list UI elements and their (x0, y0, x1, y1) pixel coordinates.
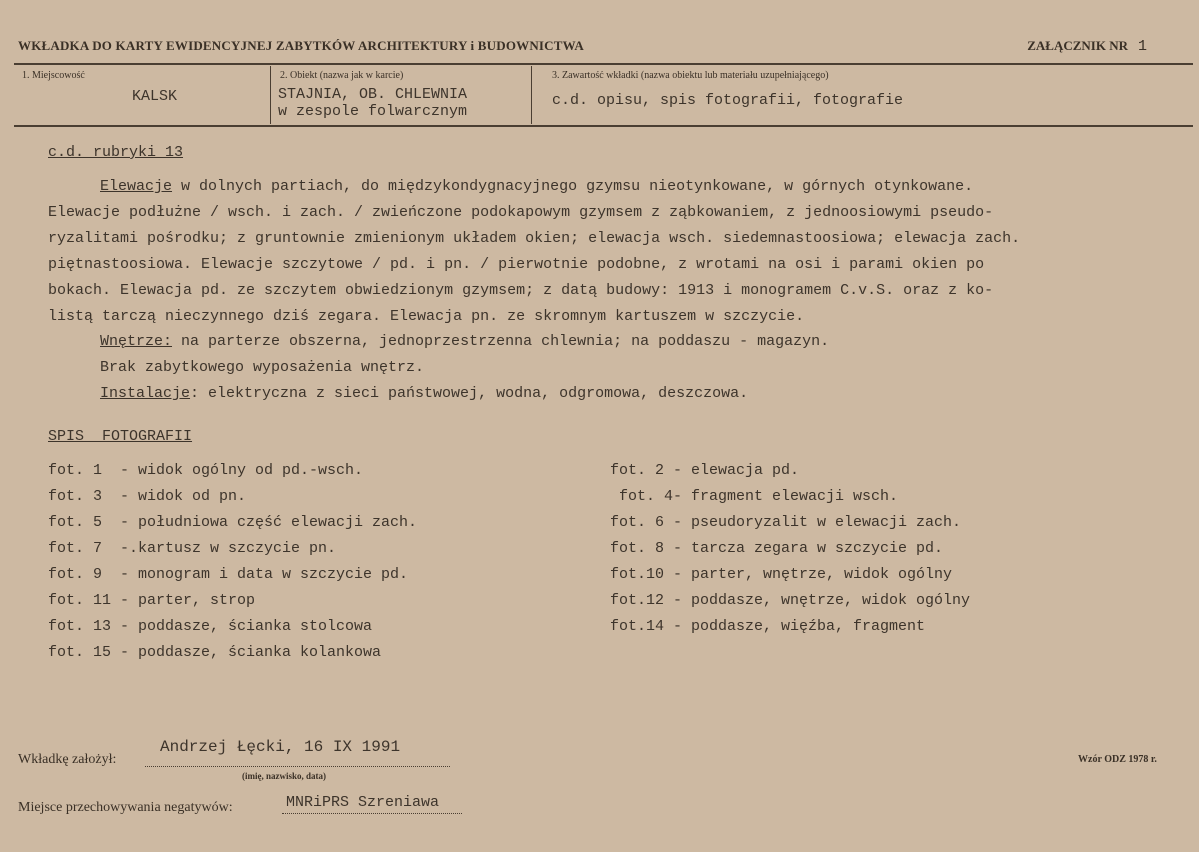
photo-left-5: fot. 9 - monogram i data w szczycie pd. (48, 566, 409, 583)
field-divider-1 (270, 66, 271, 124)
installations-line (100, 385, 748, 402)
desc-line-1-text: w dolnych partiach, do międzykondygnacyjnego gzymsu nieotynkowane, w górnych otynkowane. (172, 178, 974, 195)
installations-heading: Instalacje (100, 385, 191, 402)
photo-right-4: fot. 8 - tarcza zegara w szczycie pd. (610, 540, 944, 557)
photo-left-6: fot. 11 - parter, strop (48, 592, 256, 609)
photo-left-2: fot. 3 - widok od pn. (48, 488, 247, 505)
locality-label: 1. Miejscowość (22, 70, 85, 81)
desc-line-3: ryzalitami pośrodku; z gruntownie zmienionym układem okien; elewacja wsch. siedemnastoosiowa; elewacja zach. (48, 230, 1021, 247)
author-value: Andrzej Łęcki, 16 IX 1991 (160, 738, 401, 756)
interior-heading: Wnętrze: (100, 333, 173, 350)
photo-right-5: fot.10 - parter, wnętrze, widok ogólny (610, 566, 953, 583)
installations-text: : elektryczna z sieci państwowej, wodna, odgromowa, deszczowa. (190, 385, 749, 402)
object-value-line1: STAJNIA, OB. CHLEWNIA (278, 86, 468, 103)
header-rule (14, 63, 1193, 65)
negatives-value: MNRiPRS Szreniawa (286, 794, 440, 811)
negatives-line (282, 813, 462, 814)
photo-right-7: fot.14 - poddasze, więźba, fragment (610, 618, 926, 635)
furnishing-line: Brak zabytkowego wyposażenia wnętrz. (100, 359, 425, 376)
photo-right-1: fot. 2 - elewacja pd. (610, 462, 800, 479)
card-title: WKŁADKA DO KARTY EWIDENCYJNEJ ZABYTKÓW ARCHITEKTURY i BUDOWNICTWA (18, 38, 584, 53)
author-label: Wkładkę założył: (18, 752, 117, 767)
author-caption: (imię, nazwisko, data) (242, 771, 326, 781)
photo-right-3: fot. 6 - pseudoryzalit w elewacji zach. (610, 514, 962, 531)
photo-left-3: fot. 5 - południowa część elewacji zach. (48, 514, 418, 531)
desc-line-4: piętnastoosiowa. Elewacje szczytowe / pd. i pn. / pierwotnie podobne, z wrotami na osi i parami okien po (48, 256, 985, 273)
form-code: Wzór ODZ 1978 r. (1078, 754, 1157, 765)
photo-left-8: fot. 15 - poddasze, ścianka kolankowa (48, 644, 382, 661)
desc-line-1 (100, 178, 973, 195)
desc-line-5: bokach. Elewacja pd. ze szczytem obwiedzionym gzymsem; z datą budowy: 1913 i monogramem C.v.S. oraz z ko- (48, 282, 994, 299)
object-label: 2. Obiekt (nazwa jak w karcie) (280, 70, 404, 81)
content-value: c.d. opisu, spis fotografii, fotografie (552, 92, 904, 109)
photo-left-4: fot. 7 -.kartusz w szczycie pn. (48, 540, 337, 557)
content-label: 3. Zawartość wkładki (nazwa obiektu lub materiału uzupełniającego) (552, 70, 829, 81)
annex-number (1027, 38, 1147, 55)
field-divider-2 (531, 66, 532, 124)
photo-right-2: fot. 4- fragment elewacji wsch. (610, 488, 899, 505)
interior-text: na parterze obszerna, jednoprzestrzenna chlewnia; na poddaszu - magazyn. (172, 333, 830, 350)
photo-right-6: fot.12 - poddasze, wnętrze, widok ogólny (610, 592, 971, 609)
annex-label: ZAŁĄCZNIK NR (1027, 38, 1128, 53)
object-value-line2: w zespole folwarcznym (278, 103, 468, 120)
negatives-label: Miejsce przechowywania negatywów: (18, 800, 233, 815)
photo-left-1: fot. 1 - widok ogólny od pd.-wsch. (48, 462, 364, 479)
author-line (145, 766, 450, 767)
elevations-heading: Elewacje (100, 178, 173, 195)
locality-value: KALSK (132, 88, 178, 105)
photo-left-7: fot. 13 - poddasze, ścianka stolcowa (48, 618, 373, 635)
annex-value: 1 (1137, 38, 1147, 55)
fields-rule (14, 125, 1193, 127)
desc-line-6: listą tarczą nieczynnego dziś zegara. Elewacja pn. ze skromnym kartuszem w szczycie. (48, 308, 805, 325)
interior-line (100, 333, 829, 350)
desc-line-2: Elewacje podłużne / wsch. i zach. / zwieńczone podokapowym gzymsem z ząbkowaniem, z jednoosiowymi pseudo- (48, 204, 994, 221)
section-title: c.d. rubryki 13 (48, 144, 184, 161)
photos-title: SPIS FOTOGRAFII (48, 428, 193, 445)
